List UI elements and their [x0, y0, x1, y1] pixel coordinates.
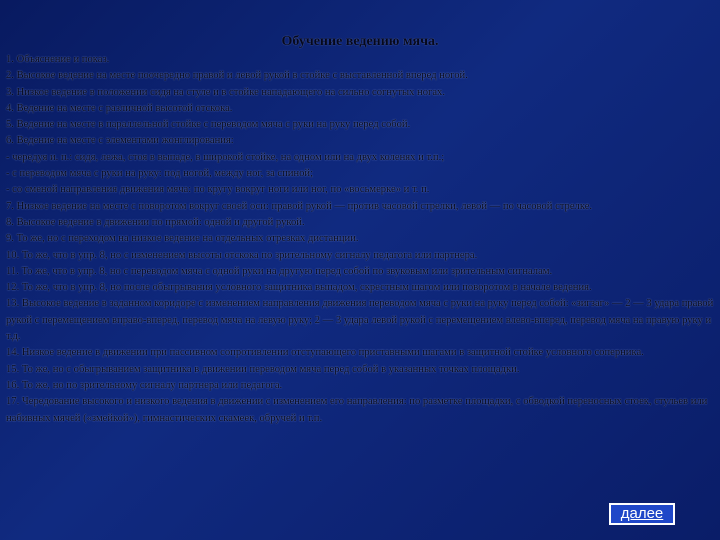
list-item: 1. Объяснение и показ.: [6, 54, 110, 65]
list-item: 11. То же, что в упр. 8, но с переводом мяча с одной руки на другую перед собой по звуковым или зрительным сигналам.: [6, 265, 553, 277]
list-item: 13. Высокое ведение в заданном коридоре с изменением направления движения переводом мяча с руки на руку перед собой: «зигзаг» — 2 — 3 удара правой рукой с перемещением вправо-вперед, перевод мяча на левую руку; 2 — 3 удара левой рукой с перемещением влево-вперед, перевод мяча на правую руку и т.д.: [6, 298, 714, 343]
slide-title: Обучение ведению мяча.: [281, 34, 439, 49]
list-item: 14. Низкое ведение в движении при пассивном сопротивлении отступающего приставными шагами в защитной стойке условного соперника.: [6, 347, 644, 359]
list-item: 12. То же, что в упр. 8, но после обыгрывания условного защитника выпадом, скрестным шагом или поворотом в начале ведения.: [6, 282, 592, 294]
list-item: 16. То же, но по зрительному сигналу партнера или педагога.: [6, 379, 283, 391]
list-item: 8. Высокое ведение в движении по прямой: одной и другой рукой.: [6, 216, 305, 228]
list-item: 15. То же, но с обыгрыванием защитника в движении переводом мяча перед собой в указанных точках площадки.: [6, 363, 520, 375]
list-item: 17. Чередование высокого и низкого ведения в движении с изменением его направления: по разметке площадки, с обводкой переносных стоек, стульев или набивных мячей («змейкой»), гимнастических скамеек, обручей и т.п.: [6, 396, 708, 424]
next-button[interactable]: далее: [609, 503, 675, 525]
list-item: 7. Низкое ведение на месте с поворотом вокруг своей оси: правой рукой — против часовой стрелки, левой — по часовой стрелке.: [6, 200, 593, 212]
list-item: 2. Высокое ведение на месте поочередно правой и левой рукой в стойке с выставленной вперед ногой.: [6, 70, 468, 82]
list-item: - с переводом мяча с руки на руку: под ногой, между ног, за спиной;: [6, 168, 314, 180]
list-item: 3. Низкое ведение в положении сидя на стуле и в стойке нападающего на сильно согнутых ногах.: [6, 86, 446, 98]
list-item: 9. То же, но с переходом на низкое ведение на отдельных отрезках дистанции.: [6, 233, 359, 245]
list-item: 6. Ведение на месте с элементами жонглирования:: [6, 135, 234, 147]
list-item: 4. Ведение на месте с различной высотой отскока.: [6, 102, 233, 114]
exercise-list: [6, 52, 714, 427]
list-item: 5. Ведение на месте в параллельной стойке с переводом мяча с руки на руку перед собой.: [6, 119, 411, 131]
list-item: - чередуя и. п.: сидя, лежа, стоя в выпаде, в широкой стойке, на одном или на двух коленях и т.п.;: [6, 151, 445, 163]
list-item: - со сменой направления движения мяча: по кругу вокруг ноги или ног, по «восьмерке» и т. п.: [6, 184, 430, 196]
list-item: 10. То же, что в упр. 8, но с изменением высоты отскока по зрительному сигналу педагога или партнера.: [6, 249, 478, 261]
